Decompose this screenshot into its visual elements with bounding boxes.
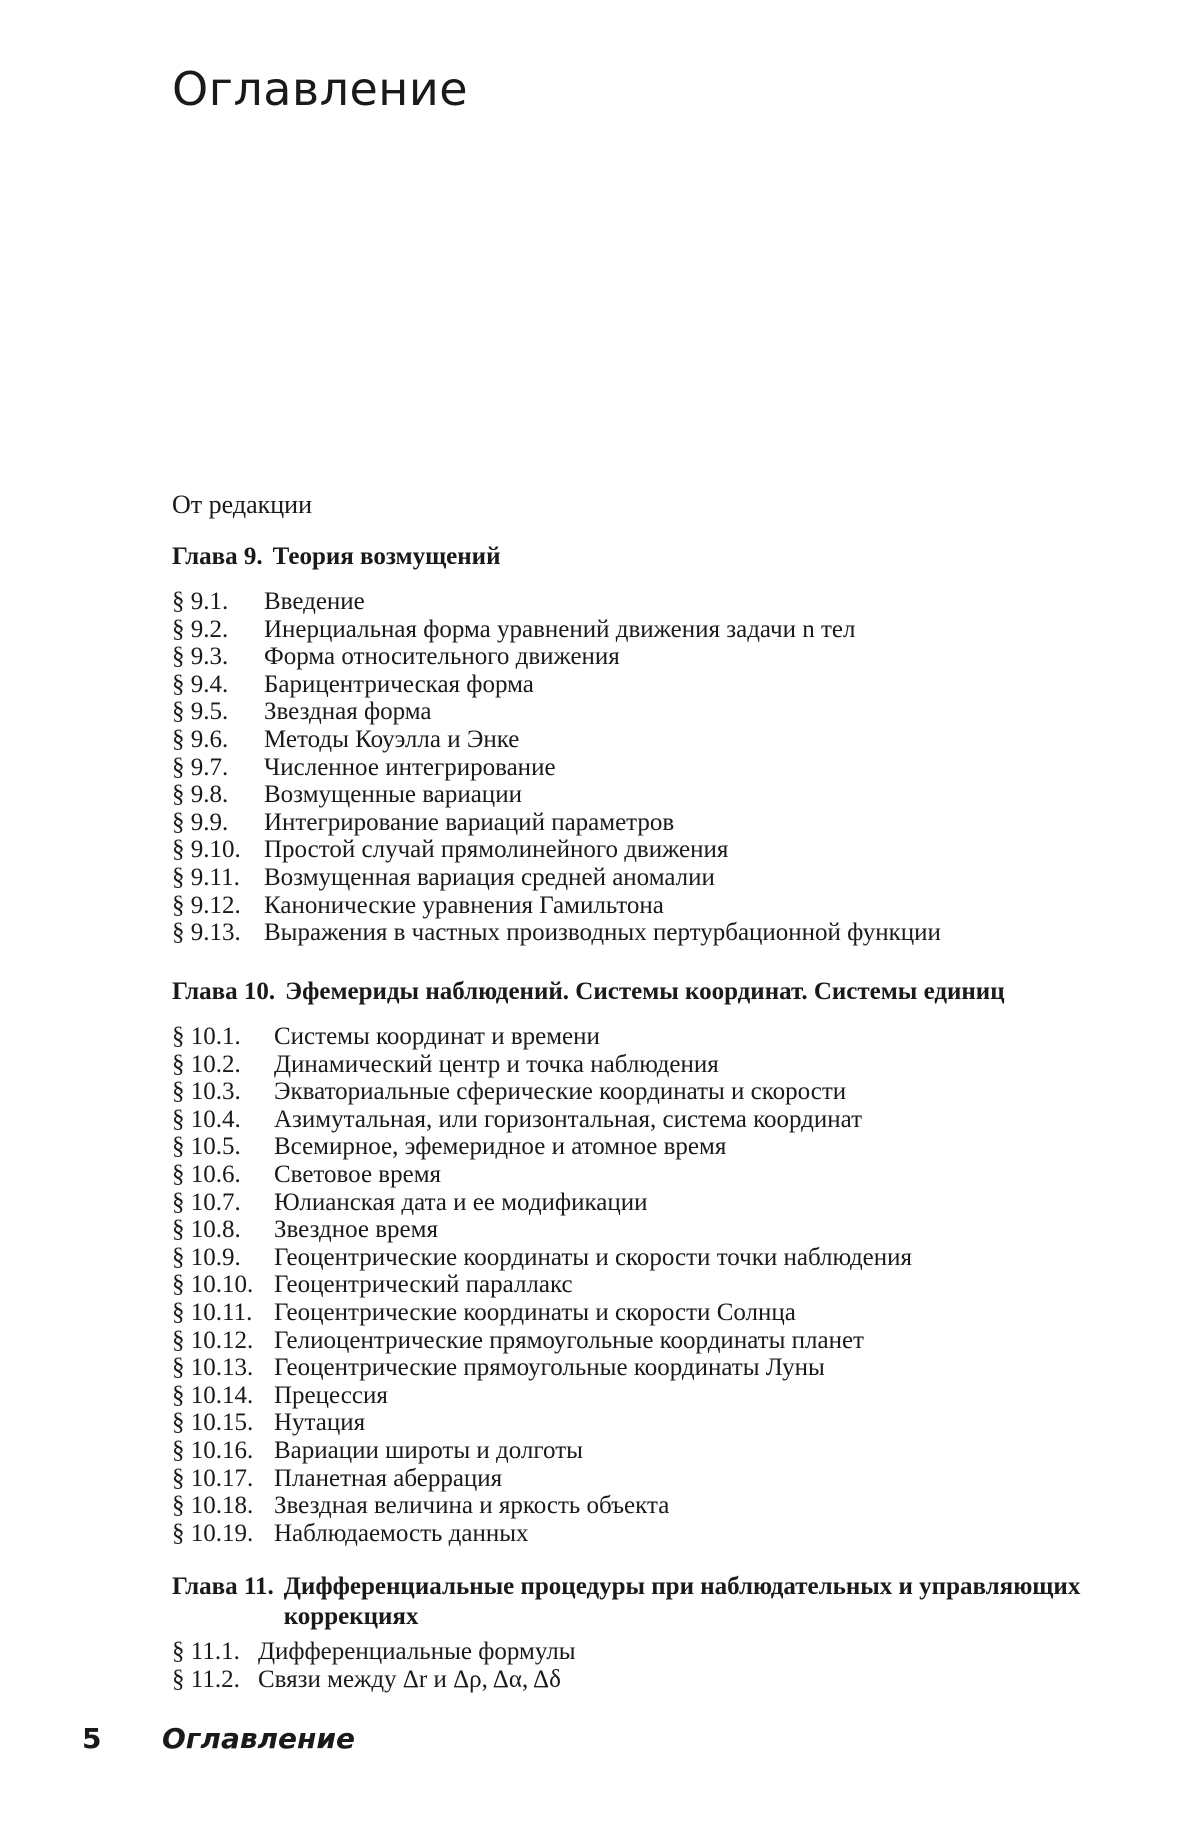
section-number: § 9.4. xyxy=(172,670,229,698)
section-list xyxy=(172,588,1132,947)
chapter-title: Теория возмущений xyxy=(272,543,501,570)
toc-section-entry xyxy=(172,1133,1132,1161)
section-title: Прецессия xyxy=(274,1381,388,1409)
section-title: Системы координат и времени xyxy=(274,1023,600,1050)
toc-section-entry xyxy=(172,1465,1132,1493)
section-number: § 10.5. xyxy=(172,1133,241,1161)
section-list xyxy=(172,1023,1132,1547)
section-number: § 10.16. xyxy=(172,1436,254,1464)
section-number: § 9.2. xyxy=(172,615,229,643)
toc-section-entry xyxy=(172,836,1132,864)
toc-section-entry xyxy=(172,754,1132,782)
chapter-11 xyxy=(172,1572,1132,1693)
section-title: Геоцентрические координаты и скорости точки наблюдения xyxy=(274,1243,913,1271)
section-title: Геоцентрические прямоугольные координаты Луны xyxy=(274,1354,825,1382)
section-title: Световое время xyxy=(274,1160,442,1188)
section-number: § 9.5. xyxy=(172,698,229,726)
section-number: § 11.2. xyxy=(172,1665,240,1693)
section-list xyxy=(172,1638,1132,1693)
toc-section-entry xyxy=(172,616,1132,644)
chapter-title: Дифференциальные процедуры при наблюдательных и управляющих коррекциях xyxy=(283,1573,1081,1630)
toc-section-entry xyxy=(172,1244,1132,1272)
section-title: Азимутальная, или горизонтальная, система координат xyxy=(274,1105,863,1133)
section-title: Нутация xyxy=(274,1409,366,1437)
toc-section-entry xyxy=(172,1409,1132,1437)
section-title: Вариации широты и долготы xyxy=(274,1436,583,1464)
section-number: § 10.19. xyxy=(172,1519,254,1547)
section-title: Канонические уравнения Гамильтона xyxy=(264,891,664,919)
chapter-number: Глава 9. xyxy=(172,543,263,570)
section-title: Экваториальные сферические координаты и скорости xyxy=(274,1078,847,1106)
section-number: § 9.12. xyxy=(172,891,241,919)
toc-section-entry xyxy=(172,864,1132,892)
toc-section-entry xyxy=(172,1492,1132,1520)
section-title: Методы Коуэлла и Энке xyxy=(264,725,520,753)
chapter-number: Глава 10. xyxy=(172,978,276,1005)
toc-section-entry xyxy=(172,1327,1132,1355)
toc-section-entry xyxy=(172,726,1132,754)
section-title: Барицентрическая форма xyxy=(264,670,534,698)
section-number: § 10.6. xyxy=(172,1160,241,1188)
chapter-9 xyxy=(172,542,1132,947)
toc-section-entry xyxy=(172,1520,1132,1548)
section-number: § 10.18. xyxy=(172,1492,254,1520)
toc-section-entry xyxy=(172,1638,1132,1666)
section-title: Форма относительного движения xyxy=(264,643,620,671)
section-number: § 10.7. xyxy=(172,1188,241,1216)
chapter-10 xyxy=(172,977,1132,1547)
chapter-title: Эфемериды наблюдений. Системы координат. Системы единиц xyxy=(285,978,1005,1005)
toc-section-entry xyxy=(172,671,1132,699)
section-number: § 9.8. xyxy=(172,781,229,809)
section-title: Возмущенные вариации xyxy=(264,781,522,809)
section-title: Геоцентрические координаты и скорости Солнца xyxy=(274,1298,796,1326)
section-title: Инерциальная форма уравнений движения задачи n тел xyxy=(264,615,856,643)
running-head: Оглавление xyxy=(162,1722,356,1755)
toc-section-entry xyxy=(172,1299,1132,1327)
section-title: Наблюдаемость данных xyxy=(274,1519,529,1547)
section-number: § 10.9. xyxy=(172,1243,241,1271)
section-title: Выражения в частных производных пертурбационной функции xyxy=(264,919,941,947)
section-title: Возмущенная вариация средней аномалии xyxy=(264,863,715,891)
section-number: § 10.12. xyxy=(172,1326,254,1354)
toc-section-entry xyxy=(172,1437,1132,1465)
section-number: § 10.4. xyxy=(172,1105,241,1133)
section-number: § 10.1. xyxy=(172,1023,241,1050)
toc-section-entry xyxy=(172,1271,1132,1299)
toc-section-entry xyxy=(172,809,1132,837)
toc-section-entry xyxy=(172,1051,1132,1079)
toc-section-entry xyxy=(172,1106,1132,1134)
section-title: Юлианская дата и ее модификации xyxy=(274,1188,648,1216)
section-number: § 9.13. xyxy=(172,919,241,947)
section-title: Динамический центр и точка наблюдения xyxy=(274,1050,719,1078)
toc-section-entry xyxy=(172,1354,1132,1382)
section-number: § 10.13. xyxy=(172,1354,254,1382)
section-number: § 10.15. xyxy=(172,1409,254,1437)
section-title: Дифференциальные формулы xyxy=(258,1638,576,1665)
toc-section-entry xyxy=(172,781,1132,809)
section-title: Гелиоцентрические прямоугольные координаты планет xyxy=(274,1326,864,1354)
chapter-heading xyxy=(172,542,1132,572)
toc-entry-from-editors: От редакции xyxy=(172,490,312,519)
toc-section-entry xyxy=(172,892,1132,920)
section-number: § 10.17. xyxy=(172,1464,254,1492)
toc-section-entry xyxy=(172,1382,1132,1410)
page-title: Оглавление xyxy=(172,62,469,116)
toc-section-entry xyxy=(172,588,1132,616)
section-title: Планетная аберрация xyxy=(274,1464,503,1492)
section-number: § 9.10. xyxy=(172,836,241,864)
page-number: 5 xyxy=(82,1722,102,1755)
section-number: § 9.3. xyxy=(172,643,229,671)
chapter-number: Глава 11. xyxy=(172,1573,274,1600)
toc-section-entry xyxy=(172,698,1132,726)
section-title: Простой случай прямолинейного движения xyxy=(264,836,729,864)
section-title: Звездная величина и яркость объекта xyxy=(274,1492,670,1520)
section-title: Численное интегрирование xyxy=(264,753,556,781)
section-number: § 10.3. xyxy=(172,1078,241,1106)
section-title: Геоцентрический параллакс xyxy=(274,1271,573,1299)
section-number: § 9.11. xyxy=(172,863,240,891)
toc-section-entry xyxy=(172,1666,1132,1694)
section-number: § 9.1. xyxy=(172,588,229,615)
section-title: Звездная форма xyxy=(264,698,432,726)
toc-section-entry xyxy=(172,1161,1132,1189)
section-number: § 9.7. xyxy=(172,753,229,781)
section-title: Интегрирование вариаций параметров xyxy=(264,808,675,836)
toc-section-entry xyxy=(172,1189,1132,1217)
section-number: § 10.2. xyxy=(172,1050,241,1078)
toc-section-entry xyxy=(172,919,1132,947)
section-number: § 9.6. xyxy=(172,725,229,753)
section-number: § 9.9. xyxy=(172,808,229,836)
toc-section-entry xyxy=(172,1023,1132,1051)
section-number: § 10.8. xyxy=(172,1216,241,1244)
section-title: Звездное время xyxy=(274,1216,438,1244)
toc-section-entry xyxy=(172,1078,1132,1106)
section-title: Введение xyxy=(264,588,365,615)
section-number: § 10.10. xyxy=(172,1271,254,1299)
section-number: § 10.11. xyxy=(172,1298,253,1326)
toc-section-entry xyxy=(172,643,1132,671)
section-title: Всемирное, эфемеридное и атомное время xyxy=(274,1133,727,1161)
section-number: § 10.14. xyxy=(172,1381,254,1409)
toc-section-entry xyxy=(172,1216,1132,1244)
page-footer xyxy=(82,1722,355,1755)
section-title: Связи между Δr и Δρ, Δα, Δδ xyxy=(258,1665,561,1693)
chapter-heading xyxy=(172,977,1132,1007)
chapter-heading xyxy=(172,1572,1132,1632)
section-number: § 11.1. xyxy=(172,1638,240,1665)
